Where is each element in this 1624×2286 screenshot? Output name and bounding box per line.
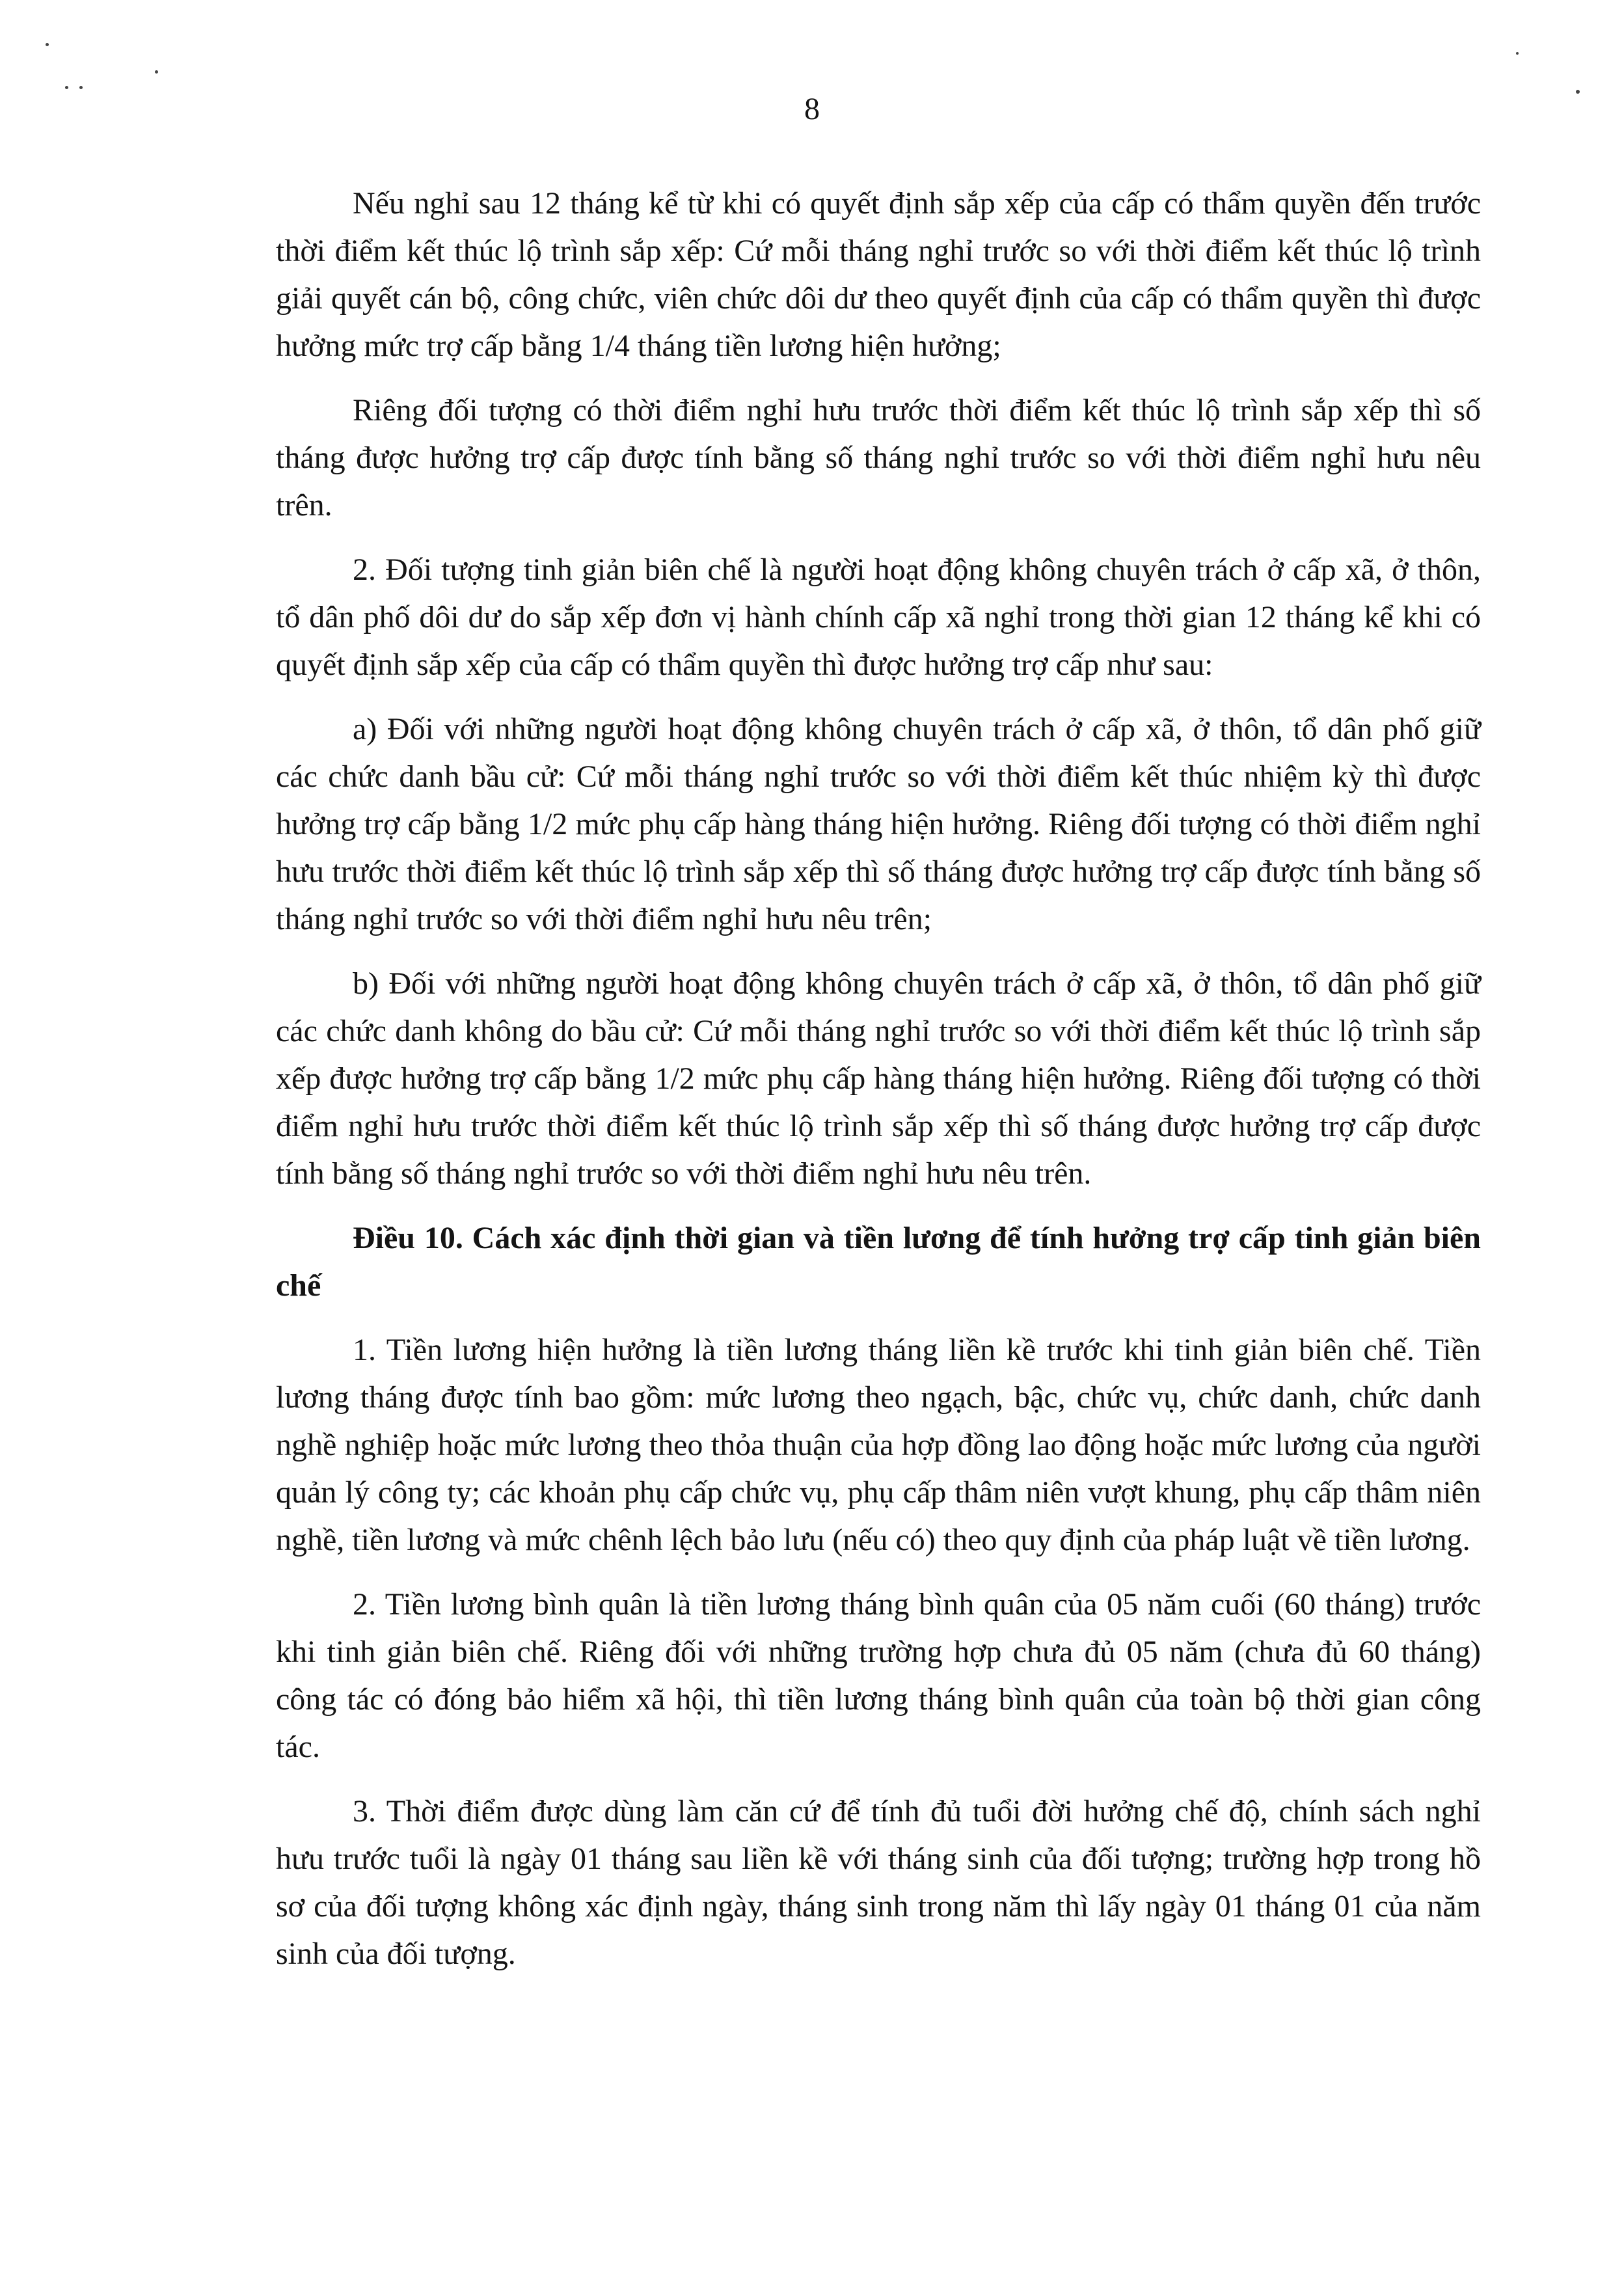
article-heading: Điều 10. Cách xác định thời gian và tiền lương để tính hưởng trợ cấp tinh giản biên chế xyxy=(276,1221,1481,1303)
paragraph: 1. Tiền lương hiện hưởng là tiền lương tháng liền kề trước khi tinh giản biên chế. Tiền lương tháng được tính bao gồm: mức lương theo ngạch, bậc, chức vụ, chức danh, chức danh nghề nghiệp hoặc mức lương theo thỏa thuận của hợp đồng lao động hoặc mức lương của người quản lý công ty; các khoản phụ cấp chức vụ, phụ cấp thâm niên vượt khung, phụ cấp thâm niên nghề, tiền lương và mức chênh lệch bảo lưu (nếu có) theo quy định của pháp luật về tiền lương. xyxy=(276,1333,1481,1557)
scan-speck xyxy=(65,86,68,89)
document-body xyxy=(276,180,1481,1994)
paragraph: Riêng đối tượng có thời điểm nghỉ hưu trước thời điểm kết thúc lộ trình sắp xếp thì số tháng được hưởng trợ cấp được tính bằng số tháng nghỉ trước so với thời điểm nghỉ hưu nêu trên. xyxy=(276,393,1481,523)
paragraph: 3. Thời điểm được dùng làm căn cứ để tính đủ tuổi đời hưởng chế độ, chính sách nghỉ hưu trước tuổi là ngày 01 tháng sau liền kề với tháng sinh của đối tượng; trường hợp trong hồ sơ của đối tượng không xác định ngày, tháng sinh trong năm thì lấy ngày 01 tháng 01 của năm sinh của đối tượng. xyxy=(276,1794,1481,1971)
paragraph: 2. Tiền lương bình quân là tiền lương tháng bình quân của 05 năm cuối (60 tháng) trước khi tinh giản biên chế. Riêng đối với những trường hợp chưa đủ 05 năm (chưa đủ 60 tháng) công tác có đóng bảo hiểm xã hội, thì tiền lương tháng bình quân của toàn bộ thời gian công tác. xyxy=(276,1587,1481,1764)
scan-speck xyxy=(79,86,83,89)
scan-speck xyxy=(155,70,158,74)
scan-speck xyxy=(46,43,49,46)
page-number: 8 xyxy=(804,92,820,126)
paragraph: Nếu nghỉ sau 12 tháng kể từ khi có quyết định sắp xếp của cấp có thẩm quyền đến trước thời điểm kết thúc lộ trình sắp xếp: Cứ mỗi tháng nghỉ trước so với thời điểm kết thúc lộ trình giải quyết cán bộ, công chức, viên chức dôi dư theo quyết định của cấp có thẩm quyền thì được hưởng mức trợ cấp bằng 1/4 tháng tiền lương hiện hưởng; xyxy=(276,186,1481,363)
paragraph: 2. Đối tượng tinh giản biên chế là người hoạt động không chuyên trách ở cấp xã, ở thôn, tổ dân phố dôi dư do sắp xếp đơn vị hành chính cấp xã nghỉ trong thời gian 12 tháng kể khi có quyết định sắp xếp của cấp có thẩm quyền thì được hưởng trợ cấp như sau: xyxy=(276,552,1481,682)
paragraph: b) Đối với những người hoạt động không chuyên trách ở cấp xã, ở thôn, tổ dân phố giữ các chức danh không do bầu cử: Cứ mỗi tháng nghỉ trước so với thời điểm kết thúc lộ trình sắp xếp được hưởng trợ cấp bằng 1/2 mức phụ cấp hàng tháng hiện hưởng. Riêng đối tượng có thời điểm nghỉ hưu trước thời điểm kết thúc lộ trình sắp xếp thì số tháng được hưởng trợ cấp được tính bằng số tháng nghỉ trước so với thời điểm nghỉ hưu nêu trên. xyxy=(276,966,1481,1191)
scan-speck xyxy=(1516,52,1519,55)
paragraph: a) Đối với những người hoạt động không chuyên trách ở cấp xã, ở thôn, tổ dân phố giữ các chức danh bầu cử: Cứ mỗi tháng nghỉ trước so với thời điểm kết thúc nhiệm kỳ thì được hưởng trợ cấp bằng 1/2 mức phụ cấp hàng tháng hiện hưởng. Riêng đối tượng có thời điểm nghỉ hưu trước thời điểm kết thúc lộ trình sắp xếp thì số tháng được hưởng trợ cấp được tính bằng số tháng nghỉ trước so với thời điểm nghỉ hưu nêu trên; xyxy=(276,712,1481,936)
